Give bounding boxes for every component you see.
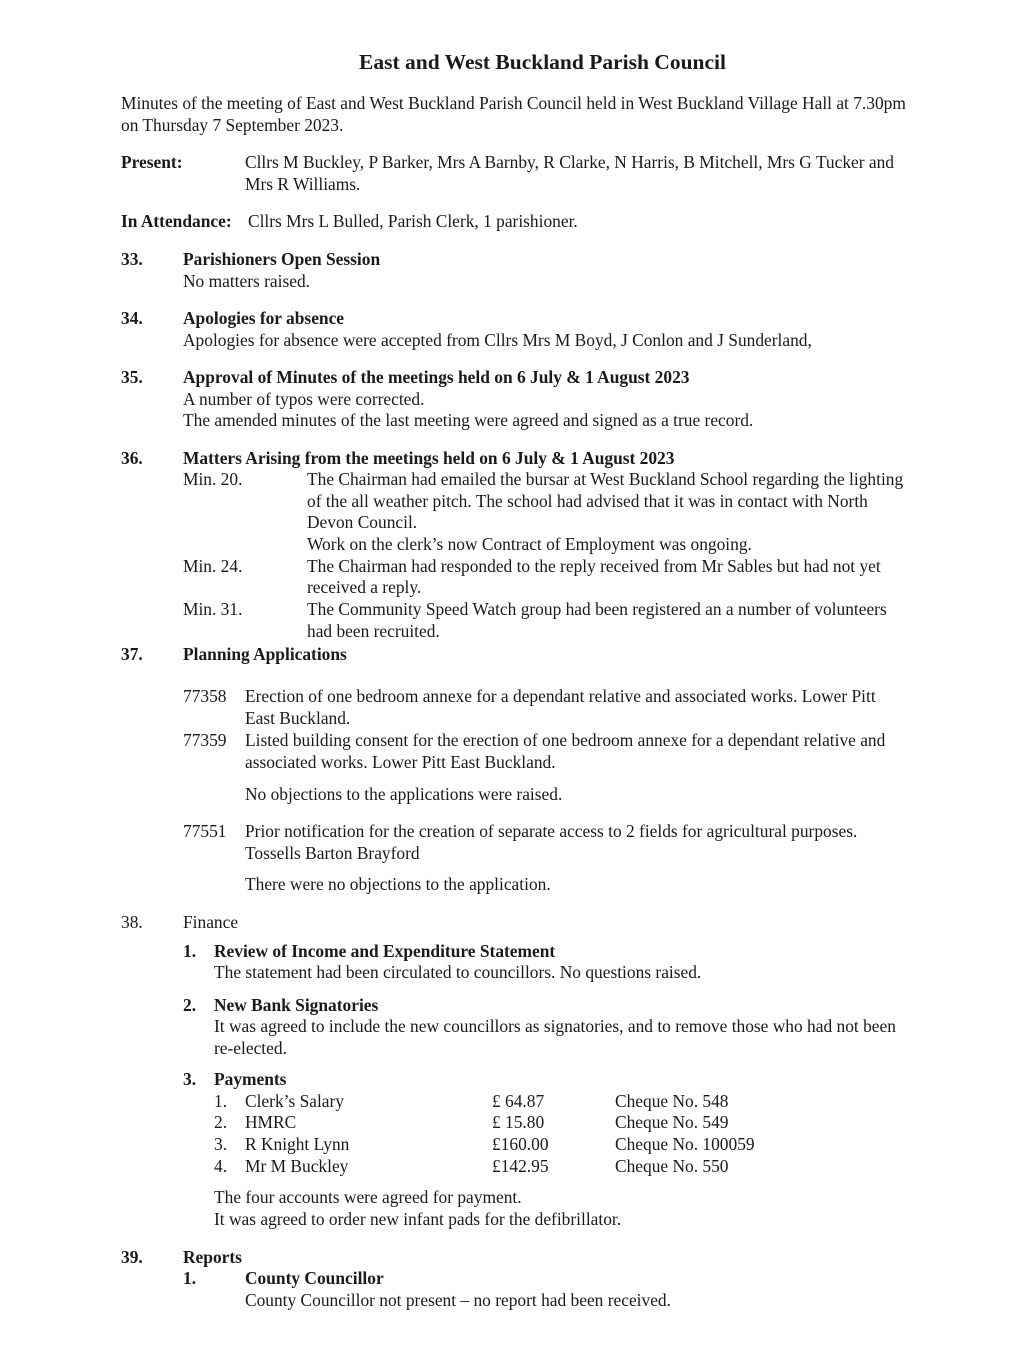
payment-1-payee: Clerk’s Salary xyxy=(245,1091,345,1111)
item-34-number: 34. xyxy=(121,308,143,328)
payments-note-1: The four accounts were agreed for payment. xyxy=(214,1187,522,1207)
payment-1-cheque: Cheque No. 548 xyxy=(615,1091,729,1111)
present-label: Present: xyxy=(121,152,183,172)
app-77551-ref: 77551 xyxy=(183,821,227,841)
min-31-label: Min. 31. xyxy=(183,599,243,619)
payment-2-amount: £ 15.80 xyxy=(492,1112,545,1132)
item-34-heading: Apologies for absence xyxy=(183,308,345,328)
app-77551-line-2: Tossells Barton Brayford xyxy=(245,843,420,863)
item-34-text: Apologies for absence were accepted from Cllrs Mrs M Boyd, J Conlon and J Sunderland, xyxy=(183,330,812,350)
payment-2-cheque: Cheque No. 549 xyxy=(615,1112,729,1132)
app-77358-line-2: East Buckland. xyxy=(245,708,351,728)
app-77359-ref: 77359 xyxy=(183,730,227,750)
item-33-text: No matters raised. xyxy=(183,271,311,291)
min-20-line-4: Work on the clerk’s now Contract of Employment was ongoing. xyxy=(307,534,752,554)
item-39-number: 39. xyxy=(121,1247,143,1267)
finance-3-heading: Payments xyxy=(214,1069,287,1089)
min-24-label: Min. 24. xyxy=(183,556,243,576)
report-1-heading: County Councillor xyxy=(245,1268,384,1288)
payment-2-payee: HMRC xyxy=(245,1112,297,1132)
present-line-1: Cllrs M Buckley, P Barker, Mrs A Barnby, R Clarke, N Harris, B Mitchell, Mrs G Tucker and xyxy=(245,152,894,172)
finance-1-text: The statement had been circulated to councillors. No questions raised. xyxy=(214,962,702,982)
min-20-line-2: of the all weather pitch. The school had advised that it was in contact with North xyxy=(307,491,868,511)
payment-3-payee: R Knight Lynn xyxy=(245,1134,350,1154)
attendance-text: Cllrs Mrs L Bulled, Parish Clerk, 1 parishioner. xyxy=(248,211,578,231)
finance-3-number: 3. xyxy=(183,1069,197,1089)
finance-2-line-1: It was agreed to include the new councillors as signatories, and to remove those who had not been xyxy=(214,1016,896,1036)
app-77359-line-1: Listed building consent for the erection of one bedroom annexe for a dependant relative and xyxy=(245,730,886,750)
item-39-heading: Reports xyxy=(183,1247,242,1267)
item-38-heading: Finance xyxy=(183,912,239,932)
document-title: East and West Buckland Parish Council xyxy=(359,50,726,74)
payment-4-cheque: Cheque No. 550 xyxy=(615,1156,729,1176)
item-33-heading: Parishioners Open Session xyxy=(183,249,381,269)
finance-2-number: 2. xyxy=(183,995,197,1015)
item-35-number: 35. xyxy=(121,367,143,387)
item-37-heading: Planning Applications xyxy=(183,644,347,664)
payment-4-number: 4. xyxy=(214,1156,228,1176)
item-35-line-1: A number of typos were corrected. xyxy=(183,389,425,409)
payment-3-amount: £160.00 xyxy=(492,1134,549,1154)
min-20-line-1: The Chairman had emailed the bursar at West Buckland School regarding the lighting xyxy=(307,469,904,489)
item-36-heading: Matters Arising from the meetings held on 6 July & 1 August 2023 xyxy=(183,448,675,468)
payment-1-number: 1. xyxy=(214,1091,228,1111)
item-38-number: 38. xyxy=(121,912,143,932)
app-77551-line-1: Prior notification for the creation of separate access to 2 fields for agricultural purposes. xyxy=(245,821,858,841)
finance-2-heading: New Bank Signatories xyxy=(214,995,379,1015)
min-31-line-1: The Community Speed Watch group had been registered an a number of volunteers xyxy=(307,599,887,619)
report-1-text: County Councillor not present – no report had been received. xyxy=(245,1290,671,1310)
item-35-line-2: The amended minutes of the last meeting were agreed and signed as a true record. xyxy=(183,410,754,430)
finance-1-number: 1. xyxy=(183,941,197,961)
planning-note-1: No objections to the applications were raised. xyxy=(245,784,563,804)
intro-line-1: Minutes of the meeting of East and West Buckland Parish Council held in West Buckland Village Hall at 7.30pm xyxy=(121,93,906,113)
min-20-label: Min. 20. xyxy=(183,469,243,489)
planning-note-2: There were no objections to the application. xyxy=(245,874,551,894)
payment-2-number: 2. xyxy=(214,1112,228,1132)
app-77358-line-1: Erection of one bedroom annexe for a dependant relative and associated works. Lower Pitt xyxy=(245,686,876,706)
item-37-number: 37. xyxy=(121,644,143,664)
finance-2-line-2: re-elected. xyxy=(214,1038,287,1058)
app-77358-ref: 77358 xyxy=(183,686,227,706)
payment-4-amount: £142.95 xyxy=(492,1156,549,1176)
attendance-label: In Attendance: xyxy=(121,211,232,231)
payment-4-payee: Mr M Buckley xyxy=(245,1156,349,1176)
min-24-line-1: The Chairman had responded to the reply received from Mr Sables but had not yet xyxy=(307,556,881,576)
item-35-heading: Approval of Minutes of the meetings held on 6 July & 1 August 2023 xyxy=(183,367,690,387)
payment-3-number: 3. xyxy=(214,1134,228,1154)
present-line-2: Mrs R Williams. xyxy=(245,174,361,194)
min-20-line-3: Devon Council. xyxy=(307,512,418,532)
payment-1-amount: £ 64.87 xyxy=(492,1091,545,1111)
item-33-number: 33. xyxy=(121,249,143,269)
intro-line-2: on Thursday 7 September 2023. xyxy=(121,115,344,135)
item-36-number: 36. xyxy=(121,448,143,468)
min-31-line-2: had been recruited. xyxy=(307,621,440,641)
min-24-line-2: received a reply. xyxy=(307,577,422,597)
report-1-number: 1. xyxy=(183,1268,197,1288)
app-77359-line-2: associated works. Lower Pitt East Buckland. xyxy=(245,752,556,772)
finance-1-heading: Review of Income and Expenditure Statement xyxy=(214,941,556,961)
payments-note-2: It was agreed to order new infant pads for the defibrillator. xyxy=(214,1209,622,1229)
payment-3-cheque: Cheque No. 100059 xyxy=(615,1134,755,1154)
